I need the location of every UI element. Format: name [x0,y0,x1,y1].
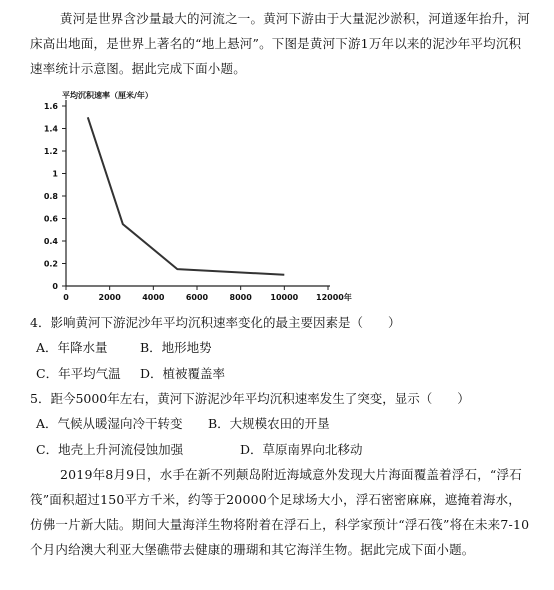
question-5-stem: 5．距今5000年左右，黄河下游泥沙年平均沉积速率发生了突变，显示（ ） [30,391,470,406]
x-tick-label: 0 [63,293,69,302]
series-line [88,117,284,274]
x-tick-label: 10000 [270,293,299,302]
question-5-option-d[interactable]: D．草原南界向北移动 [240,442,363,457]
sedimentation-rate-chart [30,86,370,308]
x-tick-label: 12000年 [316,293,352,302]
question-5-option-b[interactable]: B．大规模农田的开垦 [208,416,330,431]
y-tick-label: 1.6 [43,102,58,111]
question-4-option-d[interactable]: D．植被覆盖率 [140,366,226,381]
question-4-option-a[interactable]: A．年降水量 [36,340,108,355]
question-4-option-c[interactable]: C．年平均气温 [36,366,121,381]
y-tick-label: 1.4 [43,124,58,134]
x-tick-label: 8000 [229,293,252,302]
passage-2-paragraph: 2019年8月9日，水手在新不列颠岛附近海域意外发现大片海面覆盖着浮石，“浮石筏”面积超过150平方千米，约等于20000个足球场大小，浮石密密麻麻，遮掩着海水，仿佛一片新大陆。期间大量海洋生物将附着在浮石上，科学家预计“浮石筏”将在未来7-10个月内给澳大利亚大堡礁带去健康的珊瑚和其它海洋生物。据此完成下面小题。 [30,467,530,557]
y-tick-label: 1.2 [43,147,58,156]
x-tick-label: 4000 [142,293,165,302]
y-tick-label: 0.6 [43,214,58,224]
question-4-stem: 4．影响黄河下游泥沙年平均沉积速率变化的最主要因素是（ ） [30,315,401,330]
y-axis-label: 平均沉积速率（厘米/年） [62,91,153,100]
y-tick-label: 1 [52,169,58,179]
y-tick-label: 0.8 [43,192,58,201]
intro-paragraph: 黄河是世界含沙量最大的河流之一。黄河下游由于大量泥沙淤积，河道逐年抬升，河床高出地面，是世界上著名的“地上悬河”。下图是黄河下游1万年以来的泥沙年平均沉积速率统计示意图。据此完成下面小题。 [30,11,530,76]
y-tick-label: 0.2 [43,259,58,269]
x-tick-label: 6000 [185,293,209,302]
x-tick-label: 2000 [98,293,121,302]
y-tick-label: 0 [52,282,58,291]
question-5-option-c[interactable]: C．地壳上升河流侵蚀加强 [36,442,184,457]
question-4-option-b[interactable]: B．地形地势 [140,340,212,355]
question-5-option-a[interactable]: A．气候从暖湿向冷干转变 [36,416,183,431]
y-tick-label: 0.4 [43,237,58,246]
